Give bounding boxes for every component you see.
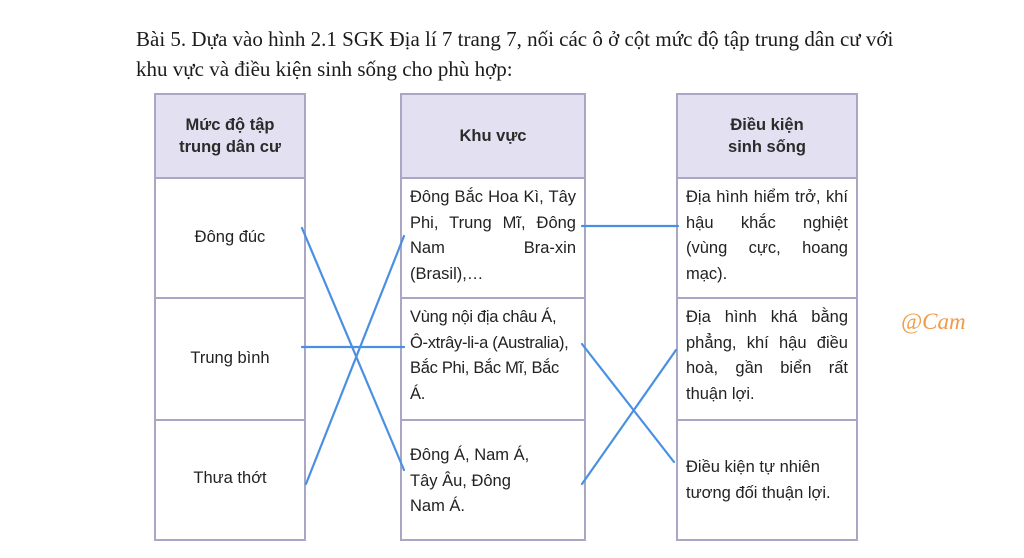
region-cell-1[interactable]: [402, 177, 584, 297]
link-thua-thot-to-region-1: [306, 236, 404, 484]
condition-text-1: Địa hình hiểm trở, khí hậu khắc nghiệt (vùng cực, hoang mạc).: [686, 188, 848, 283]
density-cell-thua-thot[interactable]: [156, 419, 304, 537]
region-text-2: Vùng nội địa châu Á, Ô-xtrây-li-a (Australia), Bắc Phi, Bắc Mĩ, Bắc Á.: [410, 308, 569, 403]
region-text-3: Đông Á, Nam Á, Tây Âu, Đông Nam Á.: [410, 446, 530, 515]
region-cell-2[interactable]: [402, 297, 584, 419]
region-column: [400, 93, 586, 541]
condition-text-3: Điều kiện tự nhiên tương đối thuận lợi.: [686, 458, 831, 502]
condition-cell-3[interactable]: [678, 419, 856, 537]
density-cell-dong-duc[interactable]: [156, 177, 304, 297]
region-cell-3[interactable]: [402, 419, 584, 537]
condition-cell-1[interactable]: [678, 177, 856, 297]
watermark-text: @Cam: [901, 309, 966, 334]
condition-header-label: Điều kiện sinh sống: [728, 116, 806, 156]
density-cell-trung-binh[interactable]: [156, 297, 304, 419]
region-header: [402, 95, 584, 177]
condition-column: [676, 93, 858, 541]
density-label-dong-duc: Đông đúc: [194, 228, 266, 247]
density-label-trung-binh: Trung bình: [190, 349, 270, 368]
condition-header: [678, 95, 856, 177]
region-text-1: Đông Bắc Hoa Kì, Tây Phi, Trung Mĩ, Đông Nam Bra-xin (Brasil),…: [410, 188, 576, 283]
density-column: [154, 93, 306, 541]
condition-cell-2[interactable]: [678, 297, 856, 419]
link-dong-duc-to-region-3: [302, 228, 404, 470]
density-header: [156, 95, 304, 177]
link-region-3-to-condition-2: [582, 350, 676, 484]
density-header-label: Mức độ tập trung dân cư: [179, 116, 281, 156]
density-label-thua-thot: Thưa thớt: [193, 469, 267, 488]
link-region-2-to-condition-3: [582, 344, 674, 462]
region-header-label: Khu vực: [459, 127, 527, 145]
question-text: Bài 5. Dựa vào hình 2.1 SGK Địa lí 7 trang 7, nối các ô ở cột mức độ tập trung dân cư với khu vực và điều kiện sinh sống cho phù hợp:: [136, 27, 894, 81]
condition-text-2: Địa hình khá bằng phẳng, khí hậu điều hoà, gần biển rất thuận lợi.: [686, 308, 848, 403]
